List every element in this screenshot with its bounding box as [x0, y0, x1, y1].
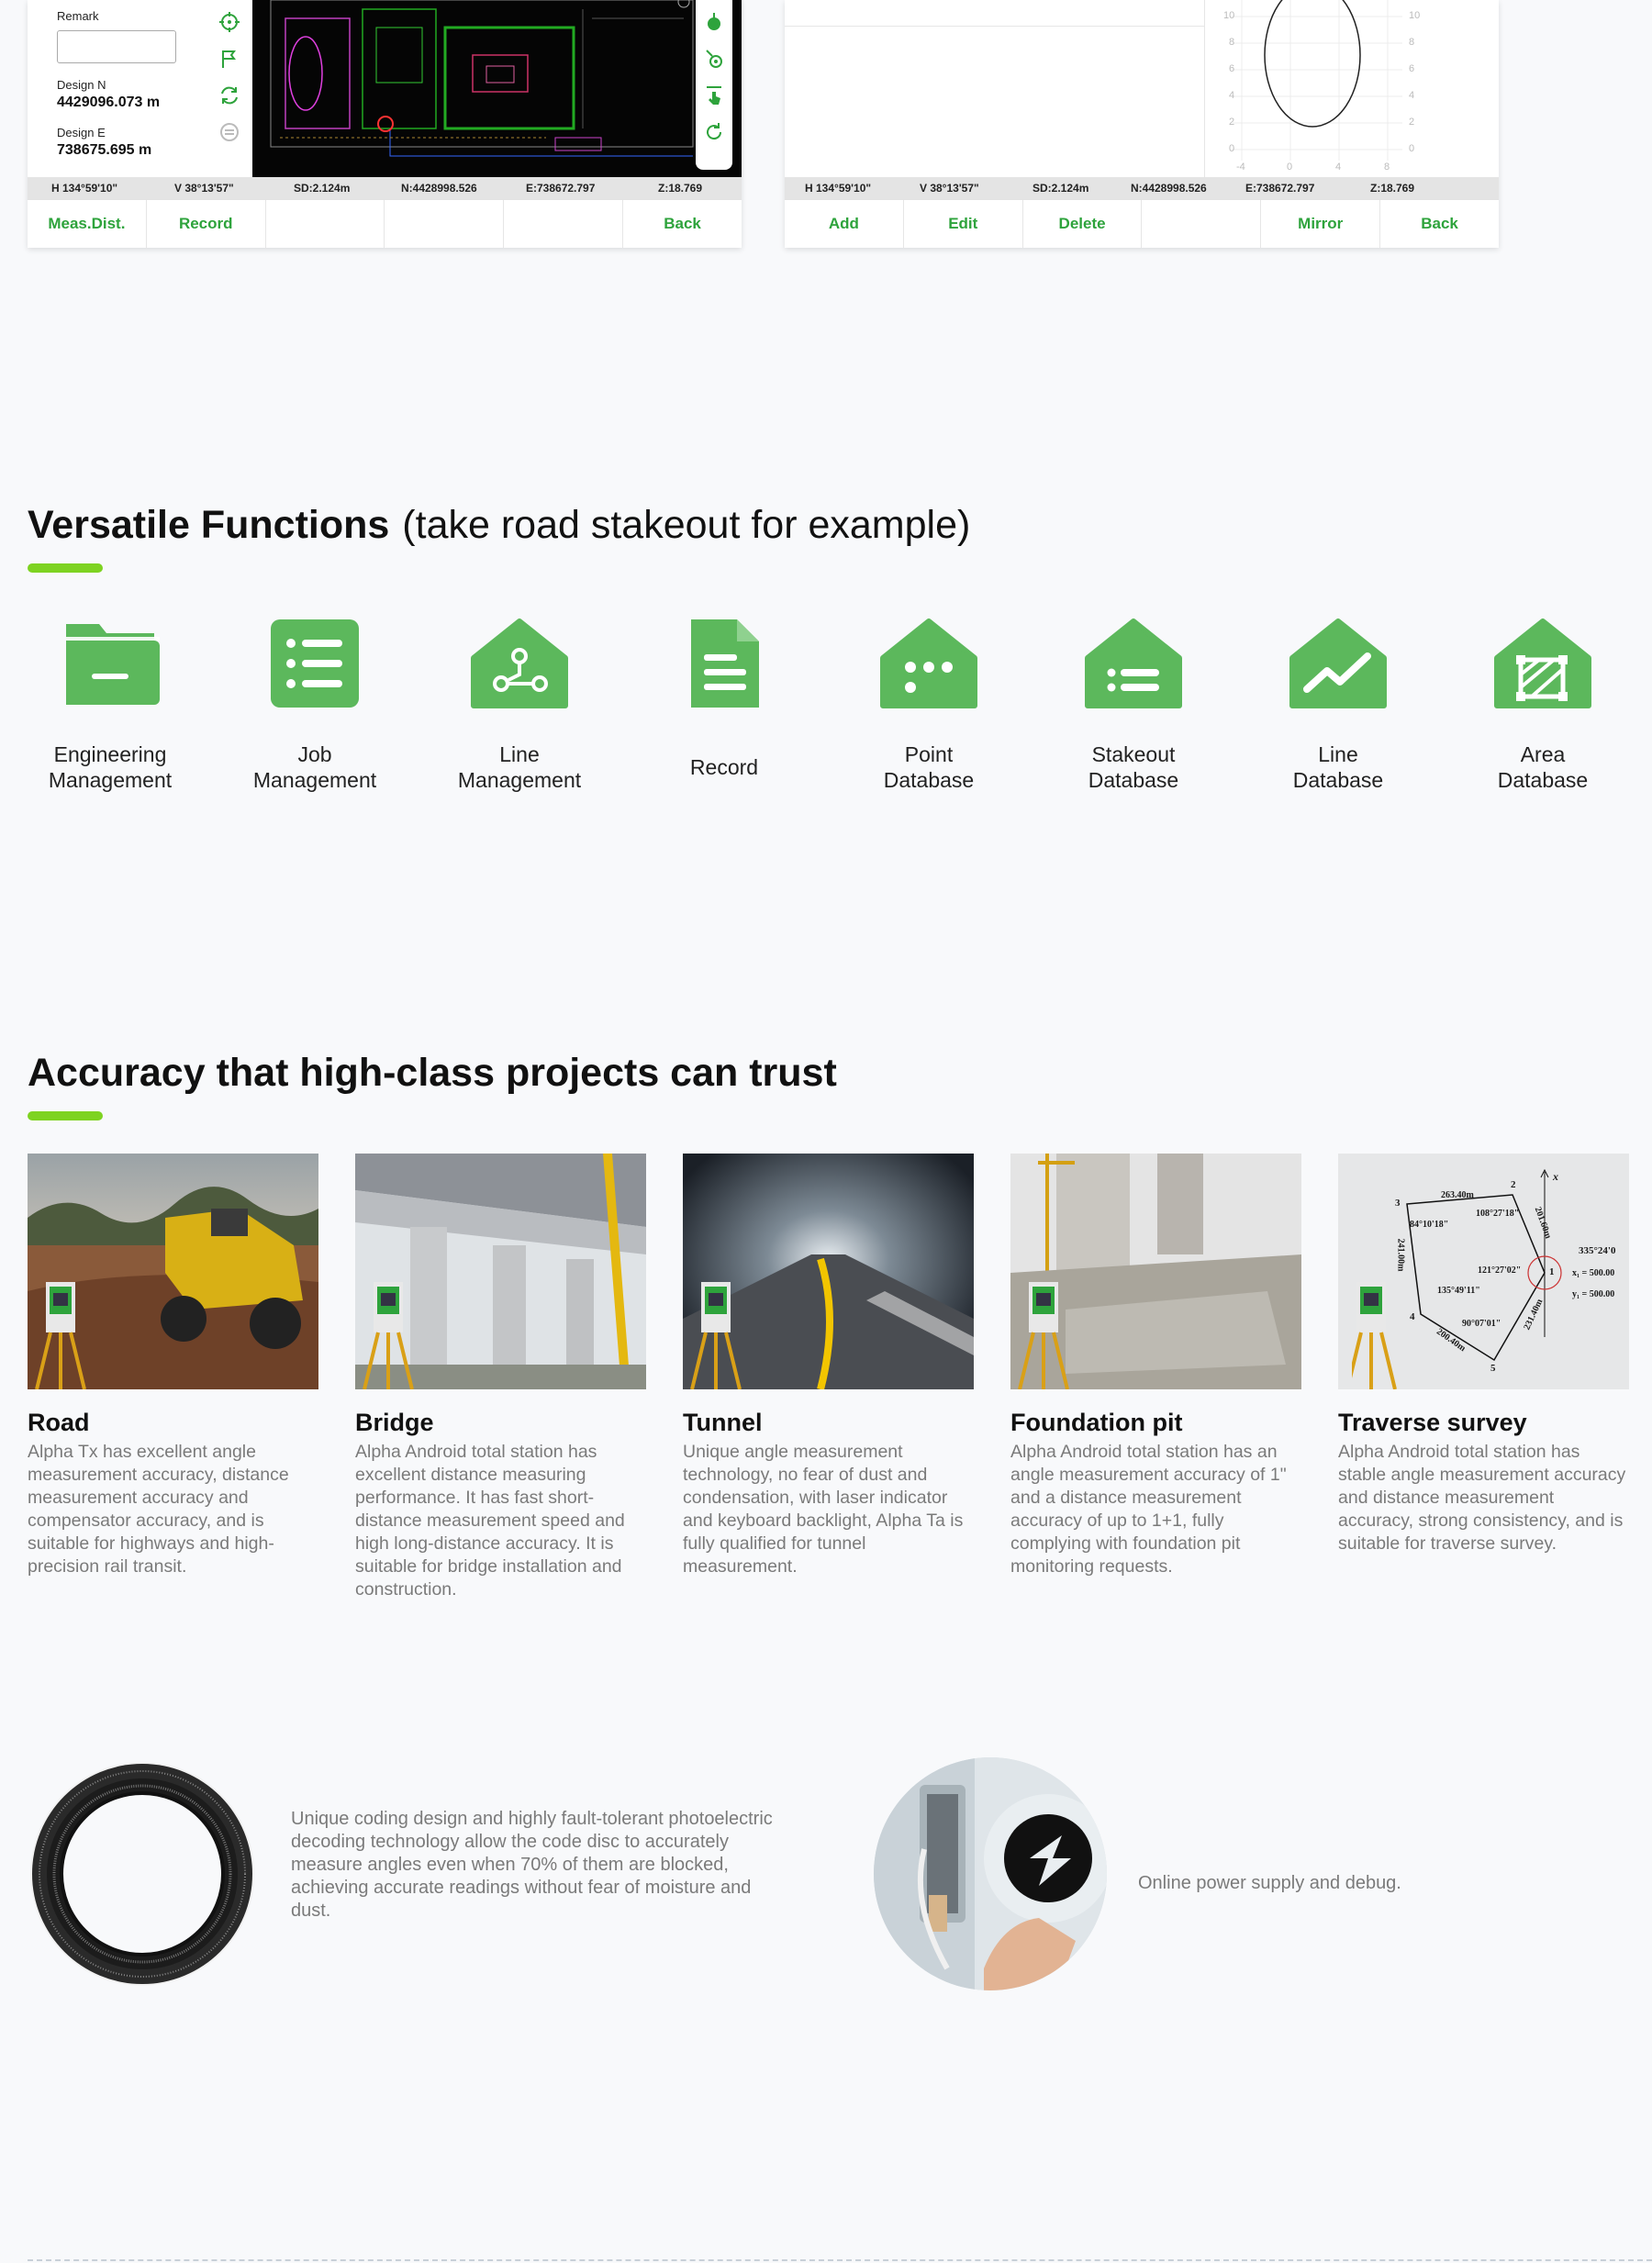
status-v: V 38°13'57"	[174, 182, 234, 195]
add-button[interactable]: Add	[785, 200, 904, 248]
area-icon	[1492, 613, 1593, 714]
versatile-subtitle: (take road stakeout for example)	[402, 503, 971, 547]
application-card-bridge	[355, 1154, 646, 1601]
foundation-pit-photo	[1010, 1154, 1301, 1389]
line-chart-icon	[1288, 613, 1389, 714]
status-z: Z:18.769	[1370, 182, 1415, 195]
empty-softkey[interactable]	[1142, 200, 1261, 248]
route-icon	[469, 613, 570, 714]
traverse-node: 2	[1511, 1179, 1516, 1190]
status-sd: SD:2.124m	[1032, 182, 1089, 195]
y-tick: 6	[1229, 63, 1235, 74]
empty-softkey[interactable]	[385, 200, 504, 248]
design-n-label: Design N	[57, 78, 106, 92]
y-tick-right: 0	[1409, 143, 1415, 154]
function-record[interactable]	[623, 613, 825, 793]
title-underline	[28, 563, 103, 573]
status-n: N:4428998.526	[1131, 182, 1207, 195]
traverse-label: 90°07'01"	[1462, 1319, 1501, 1329]
versatile-title: Versatile Functions	[28, 503, 390, 547]
function-label: Line Database	[1292, 742, 1384, 792]
stakeout-list-icon	[1083, 613, 1184, 714]
refresh-icon[interactable]	[699, 114, 729, 150]
function-job-management[interactable]	[214, 613, 416, 793]
design-e-value: 738675.695 m	[57, 142, 152, 158]
traverse-label: 84°10'18"	[1410, 1220, 1449, 1230]
application-card-tunnel	[683, 1154, 974, 1578]
title-underline	[28, 1111, 103, 1120]
y-tick: 8	[1229, 37, 1235, 48]
edit-button[interactable]: Edit	[904, 200, 1023, 248]
function-label: Job Management	[252, 742, 377, 792]
right-toolbar	[696, 0, 732, 170]
status-e: E:738672.797	[526, 182, 596, 195]
traverse-label: 241.00m	[1395, 1238, 1406, 1272]
measurement-status-bar	[785, 177, 1499, 199]
plumb-bob-icon[interactable]	[699, 4, 729, 40]
application-card-road	[28, 1154, 318, 1578]
mirror-button[interactable]: Mirror	[1261, 200, 1380, 248]
function-label: Area Database	[1497, 742, 1589, 792]
x-tick: -4	[1236, 162, 1245, 173]
target-point-icon[interactable]	[699, 40, 729, 77]
card-text: Unique angle measurement technology, no fear of dust and condensation, with laser indicator and keyboard backlight, Alpha Ta is fully qualified for tunnel measurement.	[683, 1442, 964, 1577]
traverse-node: 3	[1395, 1198, 1401, 1209]
cad-drawing-view[interactable]	[252, 0, 742, 177]
design-e-label: Design E	[57, 126, 106, 139]
y-tick-right: 4	[1409, 90, 1415, 101]
card-title: Traverse survey	[1338, 1409, 1527, 1436]
traverse-label: y₁ = 500.00	[1572, 1289, 1615, 1299]
card-title: Tunnel	[683, 1409, 763, 1436]
list-icon	[264, 613, 365, 714]
traverse-node: 1	[1549, 1266, 1555, 1277]
remark-input[interactable]	[57, 30, 176, 63]
design-n-value: 4429096.073 m	[57, 95, 161, 110]
document-icon	[674, 613, 775, 714]
delete-button[interactable]: Delete	[1023, 200, 1143, 248]
accuracy-section-title: Accuracy that high-class projects can trust	[28, 1051, 837, 1095]
y-tick-right: 10	[1409, 10, 1421, 21]
code-disc-description: Unique coding design and highly fault-tolerant photoelectric decoding technology allow the code disc to accurately measure angles even when 70% of them are blocked, achieving accurate readings without fear of moisture and dust.	[291, 1809, 773, 1921]
traverse-label: 201.60m	[1532, 1205, 1554, 1241]
flag-icon[interactable]	[215, 40, 244, 77]
traverse-label: 108°27'18"	[1476, 1209, 1520, 1219]
function-label: Point Database	[883, 742, 975, 792]
traverse-label: 263.40m	[1441, 1190, 1474, 1200]
code-disc-image	[30, 1762, 254, 1986]
stakeout-screen	[28, 0, 742, 248]
y-tick: 0	[1229, 143, 1235, 154]
function-line-management[interactable]	[419, 613, 620, 793]
x-tick: 0	[1287, 162, 1293, 173]
function-point-database[interactable]	[828, 613, 1030, 793]
traverse-diagram	[1338, 1154, 1629, 1389]
status-h: H 134°59'10"	[51, 182, 118, 195]
measurement-status-bar	[28, 177, 742, 199]
status-e: E:738672.797	[1245, 182, 1315, 195]
back-button[interactable]: Back	[1421, 215, 1458, 232]
status-h: H 134°59'10"	[805, 182, 872, 195]
card-title: Road	[28, 1409, 90, 1436]
y-tick: 4	[1229, 90, 1235, 101]
road-photo	[28, 1154, 318, 1389]
traverse-label: x₁ = 500.00	[1572, 1268, 1615, 1278]
empty-softkey[interactable]	[266, 200, 385, 248]
function-line-database[interactable]	[1237, 613, 1439, 793]
traverse-node: 4	[1410, 1311, 1415, 1322]
traverse-label: 135°49'11"	[1437, 1286, 1480, 1296]
traverse-axis: x	[1553, 1170, 1558, 1183]
function-label: Line Management	[457, 742, 582, 792]
function-label: Record	[689, 755, 759, 779]
traverse-label: 200.40m	[1434, 1326, 1468, 1354]
folder-icon	[60, 613, 161, 714]
traverse-node: 5	[1490, 1363, 1496, 1374]
crosshair-icon[interactable]	[215, 4, 244, 40]
left-toolbar	[211, 0, 248, 170]
function-stakeout-database[interactable]	[1032, 613, 1234, 793]
element-list-panel[interactable]	[785, 0, 1204, 177]
softkey-bar	[28, 199, 742, 248]
power-debug-description: Online power supply and debug.	[1138, 1873, 1401, 1893]
traverse-label: 121°27'02"	[1478, 1265, 1522, 1276]
y-tick-right: 2	[1409, 117, 1415, 128]
status-v: V 38°13'57"	[920, 182, 979, 195]
card-text: Alpha Android total station has stable angle measurement accuracy and distance measurement accuracy, strong consistency, and is suitable for traverse survey.	[1338, 1442, 1626, 1554]
x-tick: 8	[1384, 162, 1390, 173]
meas-dist-button[interactable]: Meas.Dist.	[28, 200, 147, 248]
rotate-icon[interactable]	[215, 77, 244, 114]
card-text: Alpha Android total station has an angle measurement accuracy of 1" and a distance measurement accuracy of up to 1+1, fully complying with foundation pit monitoring requests.	[1010, 1442, 1287, 1577]
points-icon	[878, 613, 979, 714]
y-tick-right: 6	[1409, 63, 1415, 74]
card-title: Bridge	[355, 1409, 434, 1436]
x-tick: 4	[1335, 162, 1342, 173]
back-button[interactable]: Back	[664, 215, 701, 232]
function-label: Engineering Management	[48, 742, 173, 792]
status-sd: SD:2.124m	[294, 182, 351, 195]
section-divider	[28, 2259, 1652, 2261]
bridge-photo	[355, 1154, 646, 1389]
record-button[interactable]: Record	[147, 200, 266, 248]
remark-label: Remark	[57, 9, 99, 23]
status-z: Z:18.769	[658, 182, 703, 195]
softkey-bar	[785, 199, 1499, 248]
function-label: Stakeout Database	[1088, 742, 1179, 792]
application-card-foundation-pit	[1010, 1154, 1301, 1578]
design-panel	[28, 0, 211, 177]
empty-softkey[interactable]	[504, 200, 623, 248]
status-n: N:4428998.526	[401, 182, 477, 195]
tap-icon[interactable]	[699, 77, 729, 114]
power-debug-image	[874, 1757, 1107, 1990]
function-engineering-management[interactable]	[9, 613, 211, 793]
y-tick: 10	[1223, 10, 1235, 21]
curve-edit-screen	[785, 0, 1499, 248]
y-tick: 2	[1229, 117, 1235, 128]
function-area-database[interactable]	[1442, 613, 1644, 793]
layers-icon[interactable]	[215, 114, 244, 150]
traverse-label: 335°24'0	[1579, 1245, 1616, 1256]
traverse-label: 231.40m	[1522, 1297, 1546, 1332]
card-text: Alpha Tx has excellent angle measurement accuracy, distance measurement accuracy and compensator accuracy, and is suitable for highways and high-precision rail transit.	[28, 1442, 289, 1577]
tunnel-photo	[683, 1154, 974, 1389]
application-card-traverse-survey	[1338, 1154, 1629, 1555]
y-tick-right: 8	[1409, 37, 1415, 48]
versatile-section-title	[28, 503, 970, 548]
card-title: Foundation pit	[1010, 1409, 1183, 1436]
curve-preview-chart	[1204, 0, 1499, 177]
card-text: Alpha Android total station has excellent distance measuring performance. It has fast short-distance measurement speed and high long-distance accuracy. It is suitable for bridge installation and construction.	[355, 1442, 625, 1600]
